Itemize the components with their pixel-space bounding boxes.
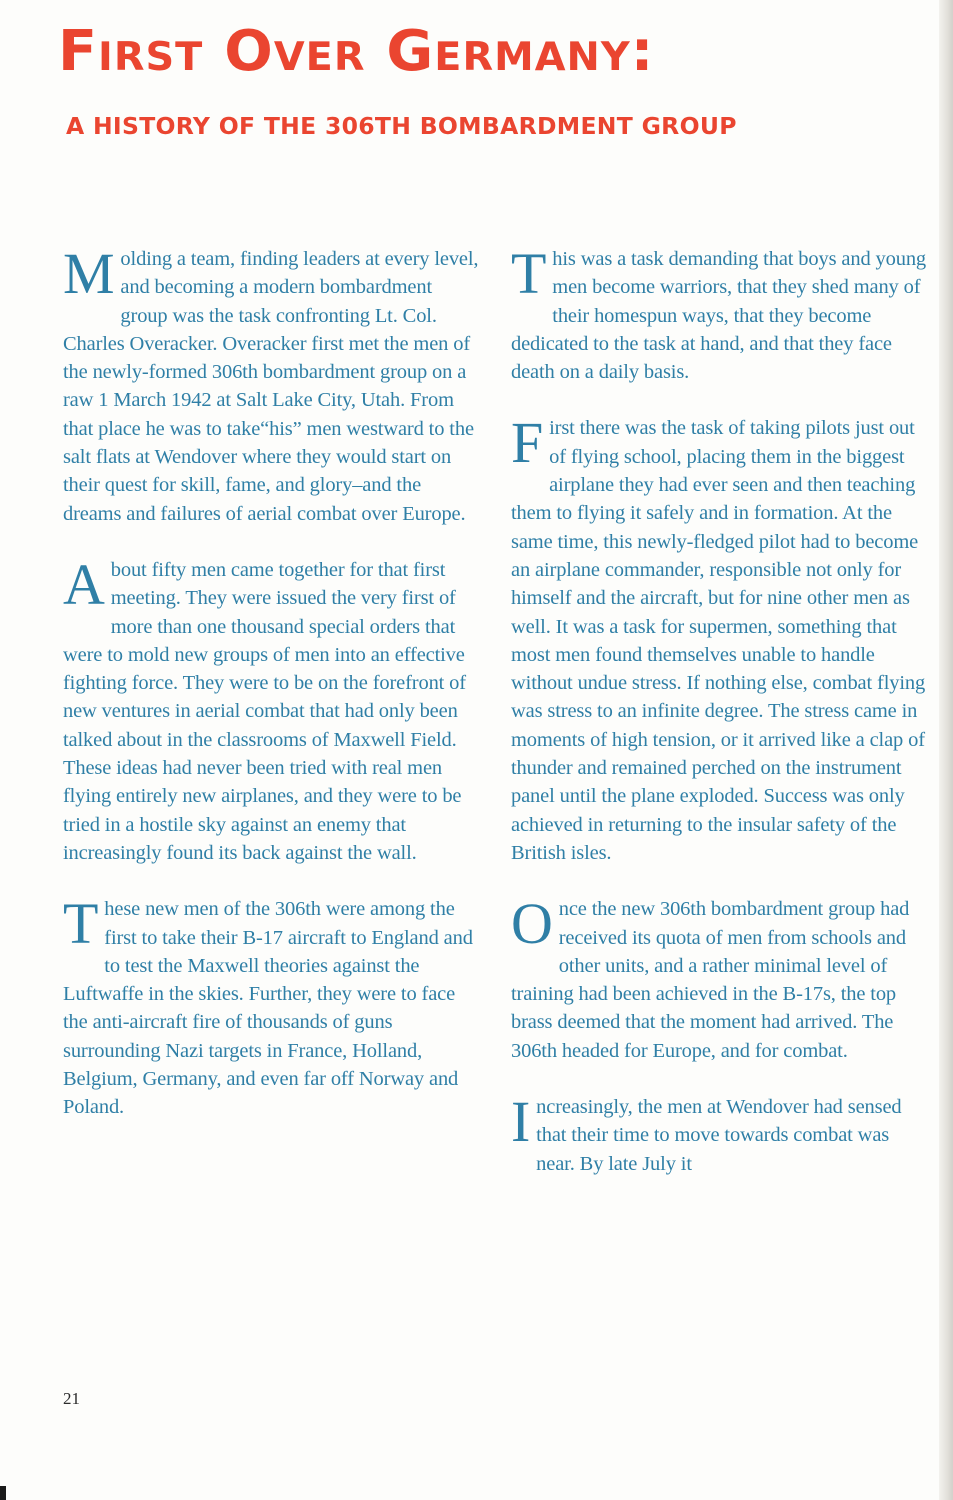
page-corner-shadow	[0, 1486, 6, 1500]
drop-cap: F	[511, 410, 544, 476]
drop-cap: M	[63, 241, 115, 306]
paragraph	[511, 1089, 931, 1178]
drop-cap: O	[511, 891, 553, 957]
paragraph-text: hese new men of the 306th were among the first to take their B-17 aircraft to England and to test the Maxwell theories against the Luftwaffe in the skies. Further, they were to face the anti-aircraft fire of thousands of guns surrounding Nazi targets in France, Holland, Belgium, Germany, and even far off Norway and Poland.	[63, 898, 473, 1119]
paragraph-text: bout fifty men came together for that first meeting. They were issued the very first of more than one thousand special orders that were to mold new groups of men into an effective fighting force. They were to be on the forefront of new ventures in aerial combat that had only been talked about in the classrooms of Maxwell Field. These ideas had never been tried with real men flying entirely new airplanes, and they were to be tried in a hostile sky against an enemy that increasingly found its back against the wall.	[63, 558, 466, 864]
drop-cap: T	[63, 891, 99, 957]
page-subtitle: A HISTORY OF THE 306TH BOMBARDMENT GROUP	[66, 112, 737, 140]
paragraph-text: irst there was the task of taking pilots just out of flying school, placing them in the biggest airplane they had ever seen and then teaching them to flying it safely and in formation. At the same time, this newly-fledged pilot had to become an airplane commander, responsible not only for himself and the aircraft, but for nine other men as well. It was a task for supermen, something that most men found themselves unable to handle without undue stress. If nothing else, combat flying was stress to an infinite degree. The stress came in moments of high tension, or it arrived like a clap of thunder and remained perched on the instrument panel until the plane exploded. Success was only achieved in returning to the insular safety of the British isles.	[511, 417, 926, 864]
paragraph-text: his was a task demanding that boys and young men become warriors, that they shed many of their homespun ways, that they become dedicated to the task at hand, and that they face death on a daily basis.	[511, 248, 927, 384]
paragraph	[511, 891, 931, 1065]
drop-cap: I	[511, 1089, 531, 1155]
paragraph	[63, 891, 483, 1121]
page-title: First Over Germany:	[58, 19, 655, 84]
paragraph-text: ncreasingly, the men at Wendover had sensed that their time to move towards combat was near. By late July it	[536, 1096, 902, 1175]
paragraph-text: nce the new 306th bombardment group had received its quota of men from schools and other units, and a rather minimal level of training had been achieved in the B-17s, the top brass deemed that the moment had arrived. The 306th headed for Europe, and for combat.	[511, 898, 910, 1062]
drop-cap: A	[63, 551, 105, 617]
page-number: 21	[63, 1389, 80, 1408]
paragraph-text: olding a team, finding leaders at every level, and becoming a modern bombardment group was the task confronting Lt. Col. Charles Overacker. Overacker first met the men of the newly-formed 306th bombardment group on a raw 1 March 1942 at Salt Lake City, Utah. From that place he was to take“his” men westward to the salt flats at Wendover where they would start on their quest for skill, fame, and glory–and the dreams and failures of aerial combat over Europe.	[63, 248, 479, 525]
paragraph	[511, 410, 931, 867]
paragraph	[63, 551, 483, 867]
drop-cap: T	[511, 241, 547, 306]
right-column	[511, 241, 931, 1206]
paragraph	[63, 241, 483, 528]
left-column	[63, 241, 483, 1150]
page-edge	[939, 0, 953, 1500]
paragraph	[511, 241, 931, 386]
